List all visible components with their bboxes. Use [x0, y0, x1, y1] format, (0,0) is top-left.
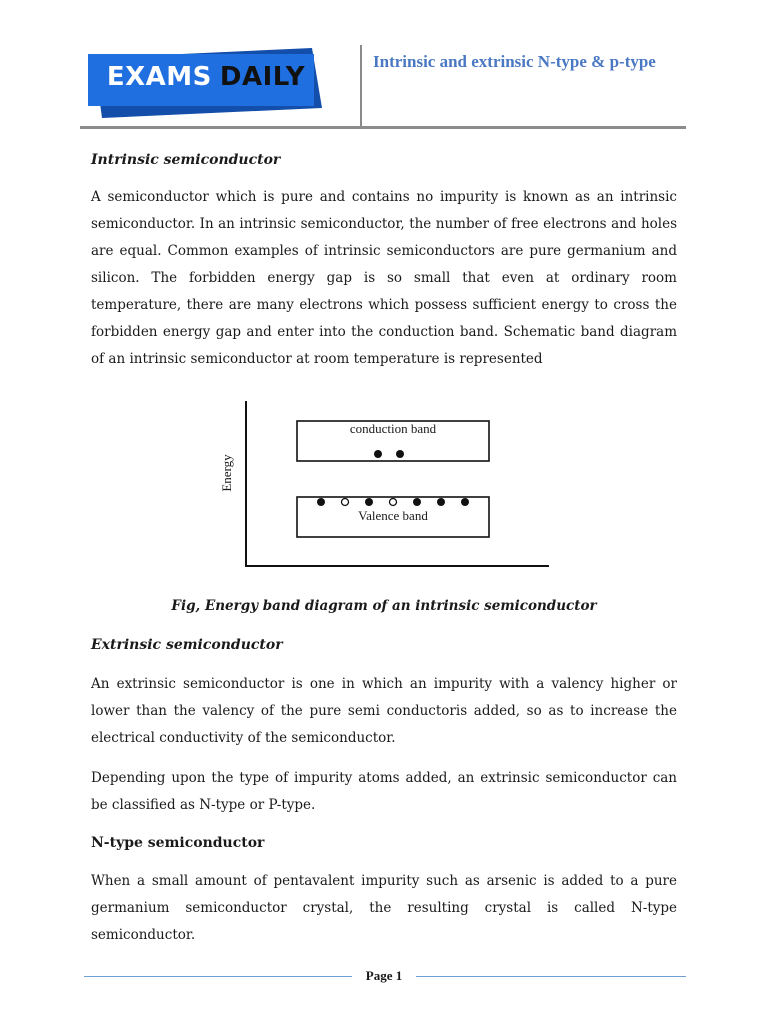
- footer-line-right: [416, 976, 686, 977]
- page-content: [91, 148, 677, 949]
- logo-word-exams: EXAMS: [106, 62, 212, 92]
- conduction-electron: [374, 450, 382, 458]
- valence-carriers: [317, 498, 469, 506]
- figure-caption: Fig, Energy band diagram of an intrinsic semiconductor: [171, 598, 597, 614]
- valence-electron: [365, 498, 373, 506]
- header-vertical-divider: [360, 45, 362, 127]
- conduction-electron: [396, 450, 404, 458]
- valence-band-label: Valence band: [358, 508, 428, 523]
- ntype-paragraph: When a small amount of pentavalent impurity such as arsenic is added to a pure germanium semiconductor crystal, the resulting crystal is called N-type semiconductor.: [91, 873, 677, 943]
- document-title: Intrinsic and extrinsic N-type & p-type: [373, 52, 656, 71]
- valence-hole: [342, 499, 349, 506]
- extrinsic-heading: Extrinsic semiconductor: [91, 637, 283, 653]
- logo-word-daily: DAILY: [219, 62, 306, 92]
- extrinsic-paragraph-1: An extrinsic semiconductor is one in which an impurity with a valency higher or lower than the valency of the pure semi conductoris added, so as to increase the electrical conductivity of the semiconductor.: [91, 676, 677, 746]
- valence-electron: [413, 498, 421, 506]
- page-number: Page 1: [365, 968, 403, 983]
- header-rule: [80, 126, 686, 129]
- footer-line-left: [84, 976, 352, 977]
- valence-electron: [317, 498, 325, 506]
- extrinsic-paragraph-2: Depending upon the type of impurity atoms added, an extrinsic semiconductor can be classified as N-type or P-type.: [91, 770, 677, 813]
- energy-axis-label: Energy: [219, 454, 234, 492]
- page-header: [0, 0, 768, 130]
- intrinsic-paragraph: A semiconductor which is pure and contains no impurity is known as an intrinsic semiconductor. In an intrinsic semiconductor, the number of free electrons and holes are equal. Common examples of intrinsic semiconductors are pure germanium and silicon. The forbidden energy gap is so small that even at ordinary room temperature, there are many electrons which possess sufficient energy to cross the forbidden energy gap and enter into the conduction band. Schematic band diagram of an intrinsic semiconductor at room temperature is represented: [91, 189, 677, 367]
- conduction-band-label: conduction band: [349, 421, 437, 436]
- exams-daily-logo: [88, 48, 324, 120]
- energy-band-diagram: [91, 393, 677, 589]
- ntype-heading: N-type semiconductor: [91, 835, 265, 851]
- logo-text: [88, 62, 324, 92]
- valence-electron: [437, 498, 445, 506]
- valence-electron: [461, 498, 469, 506]
- intrinsic-heading: Intrinsic semiconductor: [91, 152, 281, 168]
- conduction-electrons: [374, 450, 404, 458]
- valence-hole: [390, 499, 397, 506]
